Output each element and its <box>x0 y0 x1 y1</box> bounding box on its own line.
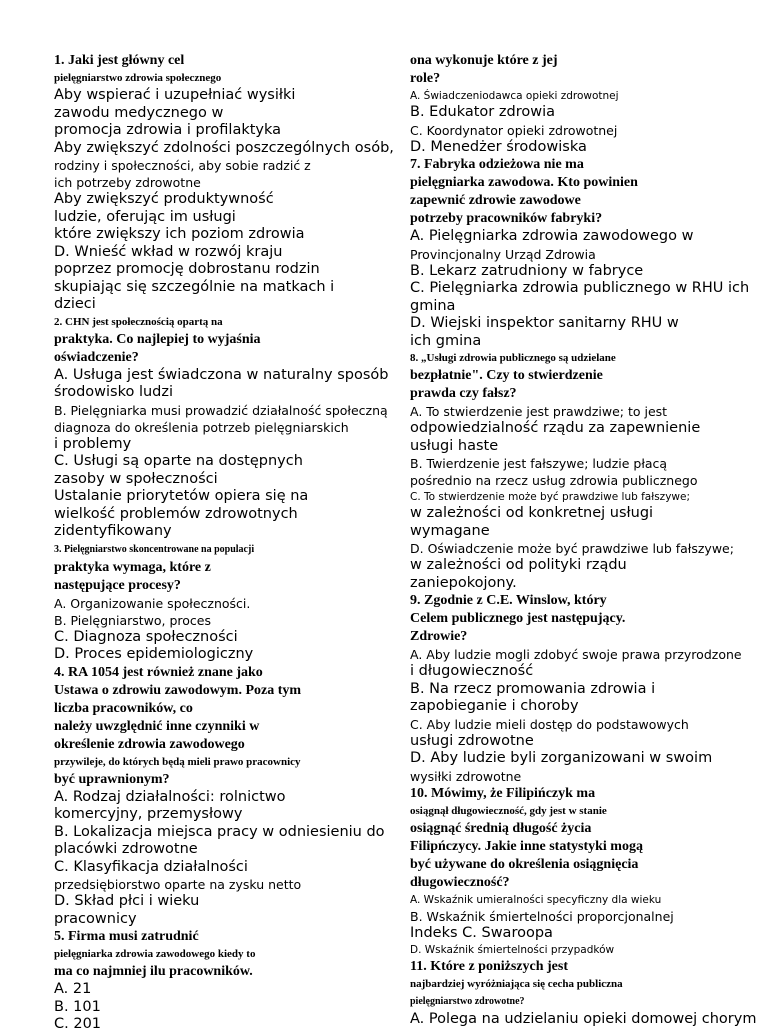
answer-text-line: wymagane <box>410 522 490 539</box>
answer-text-line: B. Twierdzenie jest fałszywe; ludzie płacą <box>410 456 668 471</box>
question-text-line: 4. RA 1054 jest również znane jako <box>54 664 263 680</box>
question-text-line: 3. Pielęgniarstwo skoncentrowane na populacji <box>54 543 255 555</box>
answer-text-line: A. Pielęgniarka zdrowia zawodowego w <box>410 228 694 244</box>
answer-text-line: B. Pielęgniarstwo, proces <box>54 612 211 628</box>
answer-text-line: D. Wskaźnik śmiertelności przypadków <box>410 944 615 956</box>
answer-text-line: Aby wspierać i uzupełniać wysiłki <box>54 87 296 103</box>
answer-text-line: zapobieganie i choroby <box>410 698 579 714</box>
answer-text-line: Aby zwiększyć zdolności poszczególnych osób, <box>54 139 394 156</box>
answer-text-line: C. Klasyfikacja działalności <box>54 858 248 875</box>
question-text-line: 8. „Usługi zdrowia publicznego są udzielane <box>410 352 616 364</box>
question-text-line: najbardziej wyróżniająca się cecha publiczna <box>410 978 623 990</box>
question-text-line: 9. Zgodnie z C.E. Winslow, który <box>410 593 607 608</box>
answer-text-line: środowisko ludzi <box>54 384 174 400</box>
question-text-line: 2. CHN jest społecznością opartą na <box>54 315 223 328</box>
question-text-line: być używane do określenia osiągnięcia <box>410 856 639 872</box>
answer-text-line: przedsiębiorstwo oparte na zysku netto <box>54 877 302 892</box>
answer-text-line: w zależności od polityki rządu <box>410 557 627 573</box>
answer-text-line: odpowiedzialność rządu za zapewnienie <box>410 420 701 436</box>
question-text-line: ona wykonuje które z jej <box>410 53 558 68</box>
answer-text-line: B. Pielęgniarka musi prowadzić działalność społeczną <box>54 402 388 418</box>
answer-text-line: Aby zwiększyć produktywność <box>54 191 274 207</box>
question-text-line: Ustawa o zdrowiu zawodowym. Poza tym <box>54 682 302 698</box>
question-text-line: Filipńczycy. Jakie inne statystyki mogą <box>410 838 643 854</box>
left-column <box>54 52 394 1034</box>
answer-text-line: rodziny i społeczności, aby sobie radzić z <box>54 158 311 173</box>
answer-text-line: pracownicy <box>54 910 137 927</box>
question-text-line: Celem publicznego jest następujący. <box>410 611 626 626</box>
question-text-line: prawda czy fałsz? <box>410 386 517 401</box>
answer-text-line: skupiając się szczególnie na matkach i <box>54 278 335 295</box>
answer-text-line: B. Wskaźnik śmiertelności proporcjonalnej <box>410 908 674 924</box>
question-text-line: pielęgniarka zdrowia zawodowego kiedy to <box>54 948 256 960</box>
answer-text-line: C. Pielęgniarka zdrowia publicznego w RHU ich <box>410 280 750 296</box>
answer-text-line: wysiłki zdrowotne <box>410 768 522 784</box>
answer-text-line: Ustalanie priorytetów opiera się na <box>54 488 309 504</box>
answer-text-line: C. Aby ludzie mieli dostęp do podstawowych <box>410 716 689 732</box>
question-text-line: przywileje, do których będą mieli prawo pracownicy <box>54 755 301 768</box>
answer-text-line: zawodu medycznego w <box>54 104 224 121</box>
answer-text-line: B. Lekarz zatrudniony w fabryce <box>410 262 644 279</box>
answer-text-line: promocja zdrowia i profilaktyka <box>54 122 282 138</box>
answer-text-line: pośrednio na rzecz usług zdrowia publicznego <box>410 473 698 488</box>
question-text-line: role? <box>410 71 441 86</box>
answer-text-line: diagnoza do określenia potrzeb pielęgniarskich <box>54 419 349 435</box>
answer-text-line: D. Menedżer środowiska <box>410 138 587 155</box>
question-text-line: praktyka wymaga, które z <box>54 559 211 575</box>
answer-text-line: A. 21 <box>54 981 92 997</box>
question-text-line: ma co najmniej ilu pracowników. <box>54 964 253 979</box>
answer-text-line: C. Koordynator opieki zdrowotnej <box>410 122 618 138</box>
question-text-line: osiągnął długowieczność, gdy jest w stanie <box>410 804 607 817</box>
question-text-line: pielęgniarka zawodowa. Kto powinien <box>410 175 638 190</box>
answer-text-line: D. Wnieść wkład w rozwój kraju <box>54 243 283 260</box>
question-text-line: praktyka. Co najlepiej to wyjaśnia <box>54 331 261 347</box>
answer-text-line: A. Usługa jest świadczona w naturalny sposób <box>54 366 389 383</box>
answer-text-line: D. Wiejski inspektor sanitarny RHU w <box>410 315 679 331</box>
answer-text-line: zidentyfikowany <box>54 523 172 539</box>
question-text-line: należy uwzględnić inne czynniki w <box>54 718 260 734</box>
right-column <box>410 52 760 1029</box>
answer-text-line: poprzez promocję dobrostanu rodzin <box>54 261 320 277</box>
answer-text-line: D. Skład płci i wieku <box>54 893 200 909</box>
answer-text-line: ludzie, oferując im usługi <box>54 208 236 225</box>
answer-text-line: zaniepokojony. <box>410 574 517 591</box>
answer-text-line: A. Wskaźnik umieralności specyficzny dla wieku <box>410 893 662 906</box>
answer-text-line: B. 101 <box>54 998 101 1015</box>
answer-text-line: wielkość problemów zdrowotnych <box>54 505 298 522</box>
question-text-line: osiągnąć średnią długość życia <box>410 820 592 836</box>
answer-text-line: placówki zdrowotne <box>54 841 198 857</box>
question-text-line: 5. Firma musi zatrudnić <box>54 929 199 944</box>
answer-text-line: Indeks C. Swaroopa <box>410 924 553 941</box>
answer-text-line: C. Usługi są oparte na dostępnych <box>54 453 303 469</box>
answer-text-line: A. Świadczeniodawca opieki zdrowotnej <box>410 90 619 102</box>
answer-text-line: usługi haste <box>410 437 499 454</box>
answer-text-line: D. Aby ludzie byli zorganizowani w swoim <box>410 750 713 766</box>
question-text-line: 1. Jaki jest główny cel <box>54 53 185 68</box>
answer-text-line: które zwiększy ich poziom zdrowia <box>54 226 305 242</box>
question-text-line: określenie zdrowia zawodowego <box>54 736 245 752</box>
answer-text-line: usługi zdrowotne <box>410 732 534 749</box>
answer-text-line: D. Proces epidemiologiczny <box>54 646 254 662</box>
question-text-line: bezpłatnie". Czy to stwierdzenie <box>410 368 603 383</box>
answer-text-line: dzieci <box>54 296 96 312</box>
answer-text-line: A. Organizowanie społeczności. <box>54 595 251 611</box>
question-text-line: potrzeby pracowników fabryki? <box>410 211 603 226</box>
answer-text-line: i problemy <box>54 435 132 452</box>
answer-text-line: i długowieczność <box>410 663 534 679</box>
question-text-line: zapewnić zdrowie zawodowe <box>410 193 581 208</box>
question-text-line: 7. Fabryka odzieżowa nie ma <box>410 157 584 172</box>
answer-text-line: A. Polega na udzielaniu opieki domowej chorym <box>410 1011 757 1027</box>
question-text-line: długowieczność? <box>410 874 510 890</box>
question-text-line: liczba pracowników, co <box>54 700 193 716</box>
question-text-line: 10. Mówimy, że Filipińczyk ma <box>410 785 596 801</box>
answer-text-line: w zależności od konkretnej usługi <box>410 505 654 521</box>
answer-text-line: C. To stwierdzenie może być prawdziwe lub fałszywe; <box>410 491 690 503</box>
answer-text-line: B. Lokalizacja miejsca pracy w odniesieniu do <box>54 823 385 840</box>
question-text-line: pielęgniarstwo zdrowotne? <box>410 996 525 1007</box>
answer-text-line: zasoby w społeczności <box>54 470 218 487</box>
answer-text-line: A. To stwierdzenie jest prawdziwe; to jest <box>410 404 668 419</box>
question-text-line: być uprawnionym? <box>54 771 170 787</box>
answer-text-line: ich gmina <box>410 332 482 349</box>
answer-text-line: A. Rodzaj działalności: rolnictwo <box>54 788 286 805</box>
answer-text-line: komercyjny, przemysłowy <box>54 806 243 822</box>
answer-text-line: gmina <box>410 297 456 314</box>
answer-text-line: B. Edukator zdrowia <box>410 104 555 120</box>
question-text-line: następujące procesy? <box>54 577 181 593</box>
answer-text-line: B. Na rzecz promowania zdrowia i <box>410 680 656 697</box>
answer-text-line: C. 201 <box>54 1016 102 1032</box>
question-text-line: Zdrowie? <box>410 629 468 644</box>
answer-text-line: D. Oświadczenie może być prawdziwe lub fałszywe; <box>410 541 734 556</box>
answer-text-line: Provincjonalny Urząd Zdrowia <box>410 246 596 262</box>
question-text-line: 11. Które z poniższych jest <box>410 959 568 974</box>
answer-text-line: ich potrzeby zdrowotne <box>54 175 201 190</box>
question-text-line: oświadczenie? <box>54 349 139 365</box>
question-text-line: pielęgniarstwo zdrowia społecznego <box>54 72 222 84</box>
answer-text-line: C. Diagnoza społeczności <box>54 628 238 645</box>
answer-text-line: A. Aby ludzie mogli zdobyć swoje prawa przyrodzone <box>410 647 742 662</box>
